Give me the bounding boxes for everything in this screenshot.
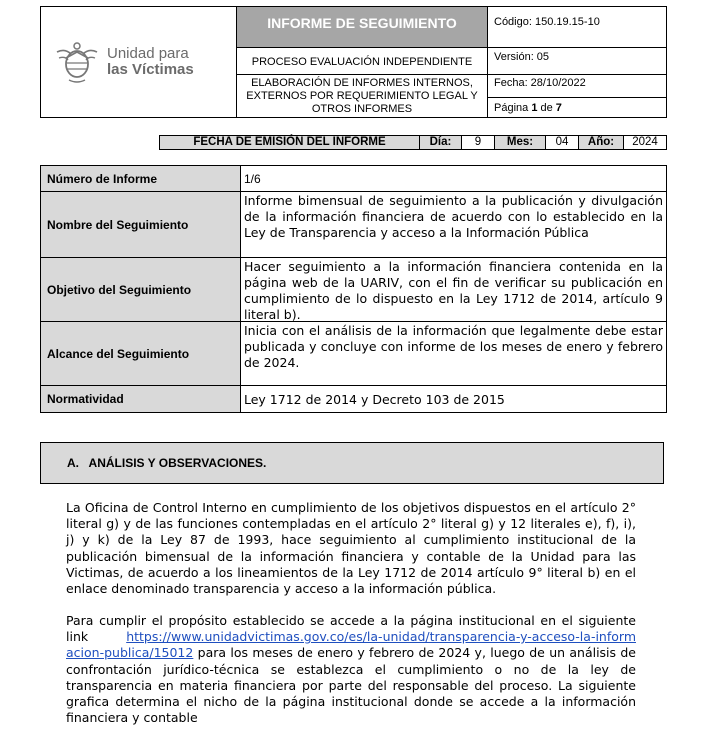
colombia-coat-of-arms-icon xyxy=(53,38,101,86)
logo-text xyxy=(107,46,194,78)
pagina-de: de xyxy=(537,101,556,114)
mes-label: Mes: xyxy=(494,135,546,150)
body-paragraph-2 xyxy=(66,613,636,726)
label-objetivo-seguimiento: Objetivo del Seguimiento xyxy=(40,257,241,322)
body-paragraph-1: La Oficina de Control Interno en cumplimiento de los objetivos dispuestos en el artículo 2° literal g) y de las funciones contempladas en el artículo 2° literal g) y 12 literales e), f), i), j) y k) de la Ley 87 de 1993, hace seguimiento al cumplimiento institucional de la publicación bimensual de la información financiera y contable de la Unidad para las Victimas, de acuerdo a los lineamientos de la Ley 1712 de 2014 artículo 9° literal b) en el enlace denominado transparencia y acceso a la información pública. xyxy=(66,500,636,597)
paragraph-2-start: Para cumplir el propósito establecido se accede a la página institucional en el siguiente link xyxy=(66,613,636,645)
pagina-cell xyxy=(487,97,667,118)
emission-label: FECHA DE EMISIÓN DEL INFORME xyxy=(159,135,420,150)
document-title: INFORME DE SEGUIMIENTO xyxy=(236,6,488,48)
value-numero-informe: 1/6 xyxy=(240,165,667,192)
proceso-cell: PROCESO EVALUACIÓN INDEPENDIENTE xyxy=(236,47,488,75)
section-a-header: A. ANÁLISIS Y OBSERVACIONES. xyxy=(40,442,664,484)
label-numero-informe: Número de Informe xyxy=(40,165,241,192)
anio-label: Año: xyxy=(578,135,624,150)
pagina-total: 7 xyxy=(555,101,562,114)
paragraph-2-end: para los meses de enero y febrero de 2024 y, luego de un análisis de confrontación jurídico-técnica se establezca el cumplimiento o no de la ley de transparencia en materia financiera por parte del responsable del proceso. La siguiente grafica determina el nicho de la página institucional donde se accede a la información financiera y contable xyxy=(66,645,636,726)
logo-line-1: Unidad para xyxy=(107,45,189,62)
value-nombre-seguimiento: Informe bimensual de seguimiento a la publicación y divulgación de la información financiera de acuerdo con lo establecido en la Ley de Transparencia y acceso a la Información Pública xyxy=(240,191,667,258)
label-nombre-seguimiento: Nombre del Seguimiento xyxy=(40,191,241,258)
transparency-link[interactable]: https://www.unidadvictimas.gov.co/es/la-unidad/transparencia-y-acceso-la-informacion-publica/15012 xyxy=(66,629,636,661)
pagina-prefix: Página xyxy=(494,101,532,114)
logo-cell xyxy=(40,6,237,118)
label-normatividad: Normatividad xyxy=(40,385,241,413)
version-cell: Versión: 05 xyxy=(487,47,667,75)
elaboracion-cell: ELABORACIÓN DE INFORMES INTERNOS, EXTERNOS POR REQUERIMIENTO LEGAL Y OTROS INFORMES xyxy=(236,74,488,118)
mes-value: 04 xyxy=(545,135,579,150)
label-alcance-seguimiento: Alcance del Seguimiento xyxy=(40,321,241,386)
value-normatividad: Ley 1712 de 2014 y Decreto 103 de 2015 xyxy=(240,385,667,413)
codigo-cell: Código: 150.19.15-10 xyxy=(487,6,667,48)
dia-value: 9 xyxy=(461,135,495,150)
anio-value: 2024 xyxy=(623,135,667,150)
value-alcance-seguimiento: Inicia con el análisis de la información que legalmente debe estar publicada y concluye con informe de los meses de enero y febrero de 2024. xyxy=(240,321,667,386)
fecha-cell: Fecha: 28/10/2022 xyxy=(487,74,667,98)
value-objetivo-seguimiento: Hacer seguimiento a la información financiera contenida en la página web de la UARIV, con el fin de verificar su publicación en cumplimiento de lo dispuesto en la Ley 1712 de 2014, artículo 9 literal b). xyxy=(240,257,667,322)
dia-label: Día: xyxy=(419,135,462,150)
pagina-number: 1 xyxy=(531,101,538,114)
logo-line-2: las Víctimas xyxy=(107,61,194,78)
